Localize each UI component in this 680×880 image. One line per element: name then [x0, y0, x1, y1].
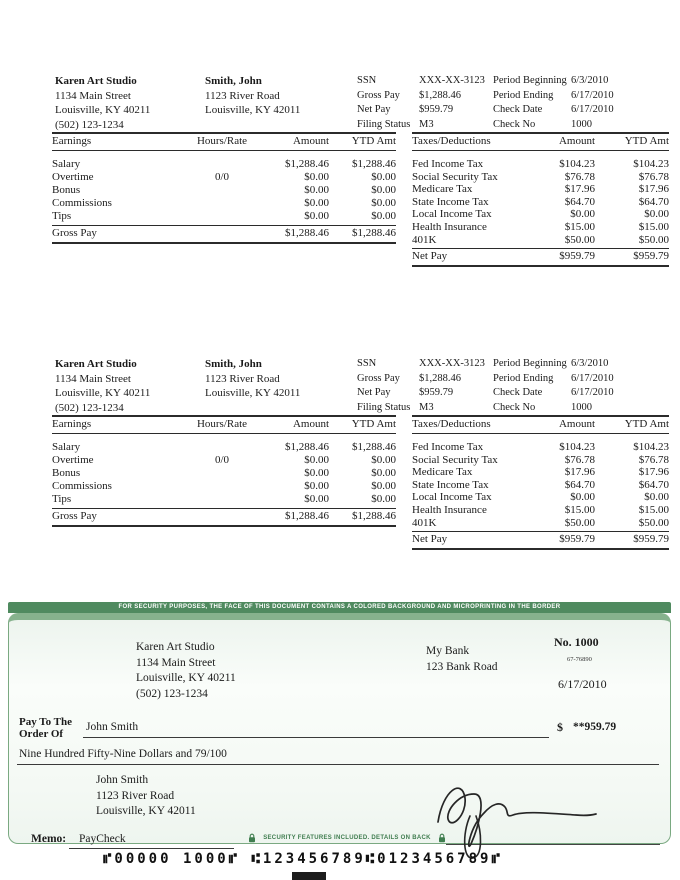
tax-row-label: Health Insurance — [412, 220, 487, 233]
employer-address-block — [55, 74, 150, 132]
earnings-row-amount: $0.00 — [304, 493, 329, 505]
check-number: No. 1000 — [554, 635, 599, 649]
bank-address: 123 Bank Road — [426, 660, 498, 673]
info-value: $1,288.46 — [419, 89, 461, 101]
info-label: Check No — [493, 401, 536, 413]
amount-header: Amount — [292, 418, 329, 430]
tax-row-amount: $17.96 — [564, 183, 595, 196]
payee-address-street: 1123 River Road — [96, 789, 175, 802]
taxes-amount-header: Amount — [558, 418, 595, 430]
tax-row-label: Local Income Tax — [412, 491, 492, 504]
earnings-row-amount: $0.00 — [304, 184, 329, 196]
tax-row-ytd: $17.96 — [638, 466, 669, 479]
memo-underline — [69, 848, 234, 849]
earnings-row-hours — [177, 480, 267, 493]
earnings-row — [52, 441, 396, 454]
tax-row-amount: $104.23 — [559, 441, 595, 453]
gross-pay-amount: $1,288.46 — [285, 510, 329, 522]
tax-row-label: Health Insurance — [412, 503, 487, 516]
check-employer-city: Louisville, KY 40211 — [136, 672, 236, 684]
tax-row — [412, 221, 669, 234]
hours-rate-header: Hours/Rate — [196, 135, 248, 147]
tax-row-amount: $0.00 — [570, 491, 595, 504]
info-value: $959.79 — [419, 387, 454, 398]
pay-info-grid — [357, 74, 627, 132]
earnings-rows — [52, 151, 396, 223]
pay-to-line2: Order Of — [19, 727, 64, 740]
pay-to-line1: Pay To The — [19, 716, 72, 728]
tax-row-amount: $76.78 — [564, 170, 595, 183]
tax-row-ytd: $64.70 — [638, 195, 669, 208]
earnings-row-hours — [177, 184, 267, 197]
taxes-header-row — [412, 132, 669, 151]
bank-block — [426, 644, 498, 675]
tax-row-label: State Income Tax — [412, 478, 489, 491]
earnings-row-label: Tips — [52, 210, 72, 222]
tax-row — [412, 208, 669, 221]
tax-row-amount: $15.00 — [564, 220, 595, 233]
check-employer-street: 1134 Main Street — [136, 656, 216, 669]
tax-row-ytd: $50.00 — [638, 516, 669, 529]
tax-row-label: Medicare Tax — [412, 183, 473, 196]
payee-address-block — [96, 773, 196, 820]
check-employer-phone: (502) 123-1234 — [136, 687, 208, 700]
tax-row-ytd: $50.00 — [638, 233, 669, 246]
taxes-rows — [412, 151, 669, 246]
employer-city: Louisville, KY 40211 — [55, 387, 151, 399]
hours-rate-header: Hours/Rate — [196, 418, 248, 430]
gross-pay-row — [52, 225, 396, 244]
gross-pay-amount: $1,288.46 — [285, 227, 329, 239]
earnings-row — [52, 493, 396, 506]
employee-city: Louisville, KY 42011 — [205, 104, 301, 116]
payee-underline — [83, 737, 549, 738]
check-date: 6/17/2010 — [558, 677, 607, 691]
gross-pay-ytd: $1,288.46 — [352, 510, 396, 522]
tax-row-ytd: $76.78 — [638, 453, 669, 466]
info-label: Net Pay — [357, 104, 391, 115]
tax-row — [412, 491, 669, 504]
tax-row — [412, 441, 669, 454]
earnings-row-label: Overtime — [52, 454, 94, 466]
amount-words-underline — [17, 764, 659, 765]
tax-row-amount: $50.00 — [564, 233, 595, 246]
pay-stub-top — [0, 74, 680, 274]
tax-row-ytd: $76.78 — [638, 170, 669, 183]
net-pay-label: Net Pay — [412, 533, 448, 546]
earnings-row-amount: $1,288.46 — [285, 441, 329, 453]
info-label: SSN — [357, 358, 377, 369]
tax-row-amount: $0.00 — [570, 208, 595, 221]
earnings-row-ytd: $0.00 — [371, 210, 396, 222]
earnings-row-ytd: $1,288.46 — [352, 158, 396, 170]
earnings-row — [52, 480, 396, 493]
earnings-row-amount: $0.00 — [304, 197, 329, 209]
security-note-row — [242, 833, 452, 843]
earnings-row-label: Commissions — [52, 480, 112, 492]
taxes-ytd-header: YTD Amt — [624, 135, 669, 147]
info-label: Filing Status — [357, 118, 411, 130]
pay-info-grid — [357, 357, 627, 415]
net-pay-row — [412, 248, 669, 267]
earnings-row-hours — [177, 441, 267, 454]
info-value: 1000 — [571, 118, 592, 130]
earnings-row-ytd: $0.00 — [371, 480, 396, 492]
amount-in-words: Nine Hundred Fifty-Nine Dollars and 79/100 — [19, 748, 227, 760]
earnings-row-ytd: $0.00 — [371, 454, 396, 466]
earnings-row-label: Commissions — [52, 197, 112, 209]
earnings-row-hours — [177, 467, 267, 480]
net-pay-ytd: $959.79 — [633, 250, 669, 263]
fractional-routing-number: 67-76890 — [567, 656, 592, 663]
earnings-row-ytd: $0.00 — [371, 467, 396, 479]
gross-pay-hours-spacer — [177, 227, 267, 239]
tax-row-amount: $76.78 — [564, 453, 595, 466]
employer-street: 1134 Main Street — [55, 372, 131, 385]
employer-phone: (502) 123-1234 — [55, 401, 124, 414]
info-label: Check No — [493, 118, 536, 130]
earnings-header-row — [52, 415, 396, 434]
earnings-row-hours: 0/0 — [214, 454, 230, 466]
tax-row-ytd: $104.23 — [633, 441, 669, 453]
memo-value: PayCheck — [79, 833, 126, 845]
tax-row-ytd: $0.00 — [644, 491, 669, 504]
employee-address-block — [205, 74, 300, 118]
info-value: 6/3/2010 — [571, 75, 609, 86]
earnings-header-row — [52, 132, 396, 151]
tax-row-label: 401K — [412, 516, 437, 529]
scan-artifact-mark — [292, 872, 326, 880]
employee-street: 1123 River Road — [205, 89, 280, 102]
info-label: Gross Pay — [357, 89, 400, 101]
info-value: $959.79 — [419, 104, 454, 115]
info-label: Period Ending — [493, 89, 554, 101]
tax-row-label: Social Security Tax — [412, 170, 498, 183]
earnings-row-ytd: $0.00 — [371, 184, 396, 196]
tax-row-label: Medicare Tax — [412, 466, 473, 479]
tax-row-label: State Income Tax — [412, 195, 489, 208]
info-label: Check Date — [493, 387, 543, 398]
earnings-row-ytd: $0.00 — [371, 197, 396, 209]
check-amount-numeric: **959.79 — [573, 721, 617, 733]
taxes-header: Taxes/Deductions — [412, 135, 491, 147]
tax-row-ytd: $104.23 — [633, 158, 669, 170]
earnings-row-ytd: $0.00 — [371, 493, 396, 505]
gross-pay-label: Gross Pay — [52, 510, 97, 522]
tax-row — [412, 196, 669, 209]
tax-row-amount: $17.96 — [564, 466, 595, 479]
info-value: $1,288.46 — [419, 372, 461, 384]
gross-pay-label: Gross Pay — [52, 227, 97, 239]
tax-row-amount: $50.00 — [564, 516, 595, 529]
earnings-row — [52, 210, 396, 223]
pay-to-order-label — [19, 717, 72, 740]
bank-name: My Bank — [426, 645, 470, 657]
employer-city: Louisville, KY 40211 — [55, 104, 151, 116]
info-value: M3 — [419, 401, 434, 413]
employee-name: Smith, John — [205, 75, 262, 87]
net-pay-label: Net Pay — [412, 250, 448, 263]
memo-label: Memo: — [31, 833, 67, 845]
tax-row-amount: $64.70 — [564, 195, 595, 208]
earnings-table — [52, 415, 396, 527]
employer-phone: (502) 123-1234 — [55, 118, 124, 131]
earnings-table — [52, 132, 396, 244]
info-value: 6/3/2010 — [571, 358, 609, 369]
ytd-amt-header: YTD Amt — [351, 418, 396, 430]
taxes-amount-header: Amount — [558, 135, 595, 147]
employee-address-block — [205, 357, 300, 401]
earnings-rows — [52, 434, 396, 506]
tax-row-label: 401K — [412, 233, 437, 246]
earnings-row-hours — [177, 197, 267, 210]
tax-row-label: Local Income Tax — [412, 208, 492, 221]
tax-row — [412, 158, 669, 171]
security-banner: FOR SECURITY PURPOSES, THE FACE OF THIS DOCUMENT CONTAINS A COLORED BACKGROUND AND MICROPRINTING IN THE BORDER — [8, 602, 671, 613]
info-label: Net Pay — [357, 387, 391, 398]
payee-address-name: John Smith — [96, 774, 149, 786]
taxes-ytd-header: YTD Amt — [624, 418, 669, 430]
tax-row-label: Fed Income Tax — [412, 441, 484, 453]
net-pay-amount: $959.79 — [559, 250, 595, 263]
taxes-header: Taxes/Deductions — [412, 418, 491, 430]
earnings-row-amount: $0.00 — [304, 480, 329, 492]
tax-row — [412, 234, 669, 247]
tax-row — [412, 466, 669, 479]
tax-row-amount: $64.70 — [564, 478, 595, 491]
employee-street: 1123 River Road — [205, 372, 280, 385]
net-pay-amount: $959.79 — [559, 533, 595, 546]
net-pay-row — [412, 531, 669, 550]
earnings-row-amount: $0.00 — [304, 467, 329, 479]
gross-pay-ytd: $1,288.46 — [352, 227, 396, 239]
earnings-row-label: Bonus — [52, 184, 81, 196]
info-value: 6/17/2010 — [571, 372, 614, 384]
check-employer-block — [136, 640, 236, 702]
info-label: Filing Status — [357, 401, 411, 413]
earnings-row — [52, 171, 396, 184]
info-value: 1000 — [571, 401, 592, 413]
gross-pay-row — [52, 508, 396, 527]
earnings-row-hours — [177, 493, 267, 506]
taxes-deductions-table — [412, 415, 669, 550]
pay-stub-middle — [0, 357, 680, 557]
earnings-row-label: Tips — [52, 493, 72, 505]
earnings-row — [52, 467, 396, 480]
info-value: 6/17/2010 — [571, 387, 614, 398]
info-label: SSN — [357, 75, 377, 86]
info-value: 6/17/2010 — [571, 89, 614, 101]
padlock-icon — [438, 833, 446, 843]
earnings-row-hours — [177, 158, 267, 171]
tax-row-amount: $104.23 — [559, 158, 595, 170]
earnings-row — [52, 454, 396, 467]
info-label: Period Ending — [493, 372, 554, 384]
earnings-header: Earnings — [52, 135, 92, 147]
employer-street: 1134 Main Street — [55, 89, 131, 102]
info-label: Check Date — [493, 104, 543, 115]
employee-city: Louisville, KY 42011 — [205, 387, 301, 399]
taxes-header-row — [412, 415, 669, 434]
earnings-row-amount: $0.00 — [304, 454, 329, 466]
padlock-icon — [248, 833, 256, 843]
taxes-rows — [412, 434, 669, 529]
micr-line: ⑈00000 1000⑈ ⑆123456789⑆0123456789⑈ — [103, 851, 503, 867]
earnings-row — [52, 184, 396, 197]
tax-row-amount: $15.00 — [564, 503, 595, 516]
ytd-amt-header: YTD Amt — [351, 135, 396, 147]
info-label: Period Beginning — [493, 358, 567, 369]
earnings-row-label: Bonus — [52, 467, 81, 479]
tax-row-ytd: $15.00 — [638, 503, 669, 516]
employer-address-block — [55, 357, 150, 415]
earnings-row — [52, 197, 396, 210]
tax-row-ytd: $15.00 — [638, 220, 669, 233]
check-employer-name: Karen Art Studio — [136, 641, 215, 653]
earnings-row — [52, 158, 396, 171]
tax-row — [412, 454, 669, 467]
payee-address-city: Louisville, KY 42011 — [96, 805, 196, 817]
tax-row-ytd: $0.00 — [644, 208, 669, 221]
tax-row — [412, 183, 669, 196]
earnings-row-amount: $0.00 — [304, 210, 329, 222]
earnings-header: Earnings — [52, 418, 92, 430]
employer-name: Karen Art Studio — [55, 75, 137, 87]
amount-header: Amount — [292, 135, 329, 147]
earnings-row-label: Overtime — [52, 171, 94, 183]
tax-row — [412, 517, 669, 530]
tax-row — [412, 479, 669, 492]
info-label: Gross Pay — [357, 372, 400, 384]
earnings-row-label: Salary — [52, 441, 81, 453]
earnings-row-ytd: $0.00 — [371, 171, 396, 183]
check-body — [8, 613, 671, 844]
net-pay-ytd: $959.79 — [633, 533, 669, 546]
earnings-row-ytd: $1,288.46 — [352, 441, 396, 453]
earnings-row-label: Salary — [52, 158, 81, 170]
info-value: M3 — [419, 118, 434, 130]
earnings-row-hours — [177, 210, 267, 223]
info-label: Period Beginning — [493, 75, 567, 86]
taxes-deductions-table — [412, 132, 669, 267]
gross-pay-hours-spacer — [177, 510, 267, 522]
tax-row — [412, 504, 669, 517]
earnings-row-amount: $0.00 — [304, 171, 329, 183]
tax-row-ytd: $17.96 — [638, 183, 669, 196]
memo-row — [31, 833, 126, 845]
payee-name: John Smith — [86, 721, 139, 733]
tax-row-label: Fed Income Tax — [412, 158, 484, 170]
employee-name: Smith, John — [205, 358, 262, 370]
info-value: XXX-XX-3123 — [419, 75, 485, 86]
info-value: XXX-XX-3123 — [419, 358, 485, 369]
security-note-text: SECURITY FEATURES INCLUDED. DETAILS ON BACK — [263, 835, 431, 841]
dollar-sign: $ — [557, 720, 563, 734]
employer-name: Karen Art Studio — [55, 358, 137, 370]
earnings-row-amount: $1,288.46 — [285, 158, 329, 170]
tax-row — [412, 171, 669, 184]
earnings-row-hours: 0/0 — [214, 171, 230, 183]
tax-row-ytd: $64.70 — [638, 478, 669, 491]
info-value: 6/17/2010 — [571, 104, 614, 115]
tax-row-label: Social Security Tax — [412, 453, 498, 466]
